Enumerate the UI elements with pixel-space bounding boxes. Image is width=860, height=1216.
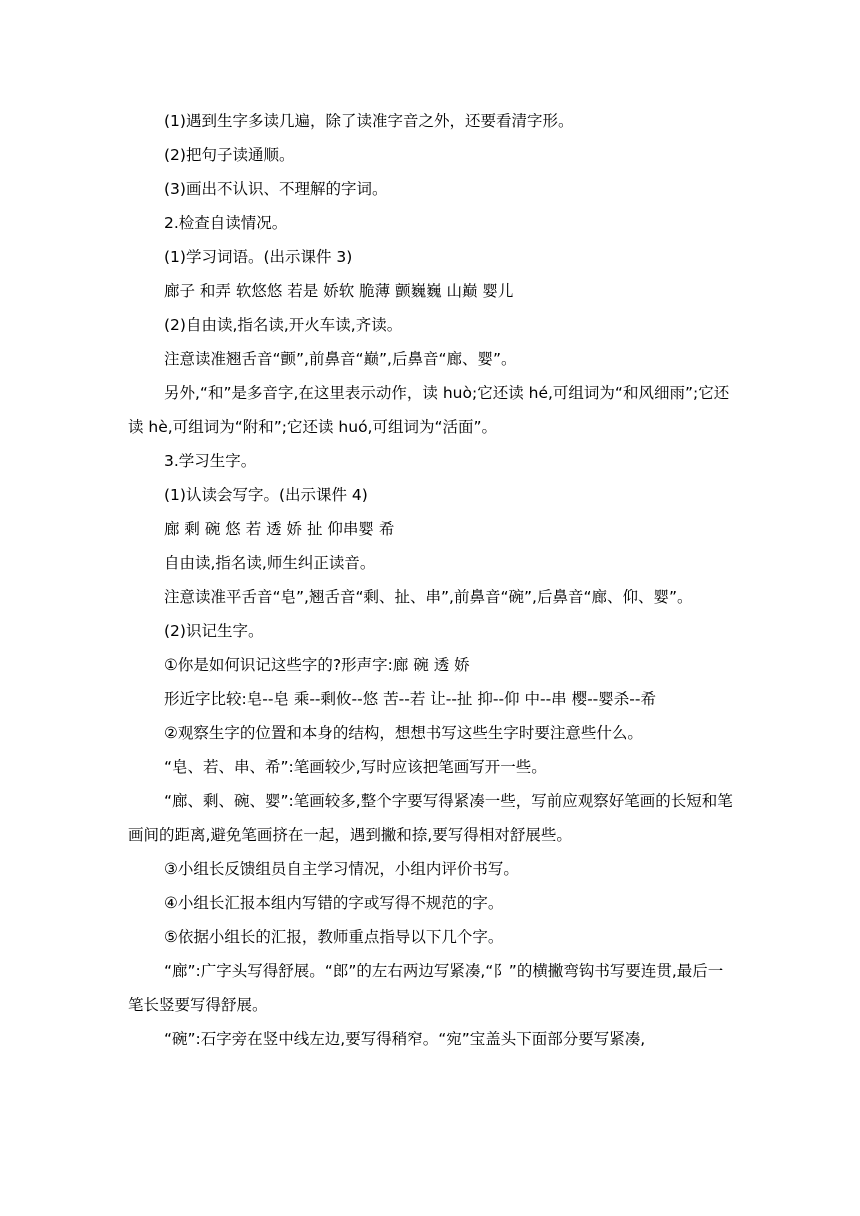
paragraph: ①你是如何识记这些字的?形声字:廊 碗 透 娇 [164,656,470,674]
word-list: 廊子 和弄 软悠悠 若是 娇软 脆薄 颤巍巍 山巅 婴儿 [164,282,514,300]
paragraph: “皂、若、串、希”:笔画较少,写时应该把笔画写开一些。 [164,758,547,776]
character-list: 廊 剩 碗 悠 若 透 娇 扯 仰串婴 希 [164,520,395,538]
paragraph: ②观察生字的位置和本身的结构，想想书写这些生字时要注意些什么。 [164,724,643,742]
paragraph: (3)画出不认识、不理解的字词。 [164,180,388,198]
paragraph: “廊”:广字头写得舒展。“郎”的左右两边写紧凑,“阝”的横撇弯钩书写要连贯,最后一笔长竖要写得舒展。 [128,962,724,1014]
paragraph: 注意读准翘舌音“颤”,前鼻音“巅”,后鼻音“廊、婴”。 [164,350,517,368]
paragraph: 注意读准平舌音“皂”,翘舌音“剩、扯、串”,前鼻音“碗”,后鼻音“廊、仰、婴”。 [164,588,693,606]
paragraph: ④小组长汇报本组内写错的字或写得不规范的字。 [164,894,504,912]
paragraph: (1)认读会写字。(出示课件 4) [164,486,368,504]
paragraph: “廊、剩、碗、婴”:笔画较多,整个字要写得紧凑一些，写前应观察好笔画的长短和笔画间的距离,避免笔画挤在一起，遇到撇和捺,要写得相对舒展些。 [128,792,733,844]
paragraph: “碗”:石字旁在竖中线左边,要写得稍窄。“宛”宝盖头下面部分要写紧凑, [164,1030,646,1048]
paragraph: (2)自由读,指名读,开火车读,齐读。 [164,316,403,334]
paragraph: (1)学习词语。(出示课件 3) [164,248,353,266]
paragraph: (1)遇到生字多读几遍，除了读准字音之外，还要看清字形。 [164,112,574,130]
paragraph: ⑤依据小组长的汇报，教师重点指导以下几个字。 [164,928,504,946]
paragraph: (2)把句子读通顺。 [164,146,295,164]
paragraph: (2)识记生字。 [164,622,264,640]
paragraph: 自由读,指名读,师生纠正读音。 [164,554,376,572]
paragraph: 形近字比较:皂--皂 乘--剩攸--悠 苦--若 让--扯 抑--仰 中--串 樱--婴杀--希 [164,690,656,708]
paragraph: 另外,“和”是多音字,在这里表示动作，读 huò;它还读 hé,可组词为“和风细雨”;它还读 hè,可组词为“附和”;它还读 huó,可组词为“活面”。 [128,384,730,436]
document-body [128,104,736,1056]
paragraph: ③小组长反馈组员自主学习情况，小组内评价书写。 [164,860,519,878]
section-heading: 2.检查自读情况。 [164,214,288,232]
section-heading: 3.学习生字。 [164,452,257,470]
